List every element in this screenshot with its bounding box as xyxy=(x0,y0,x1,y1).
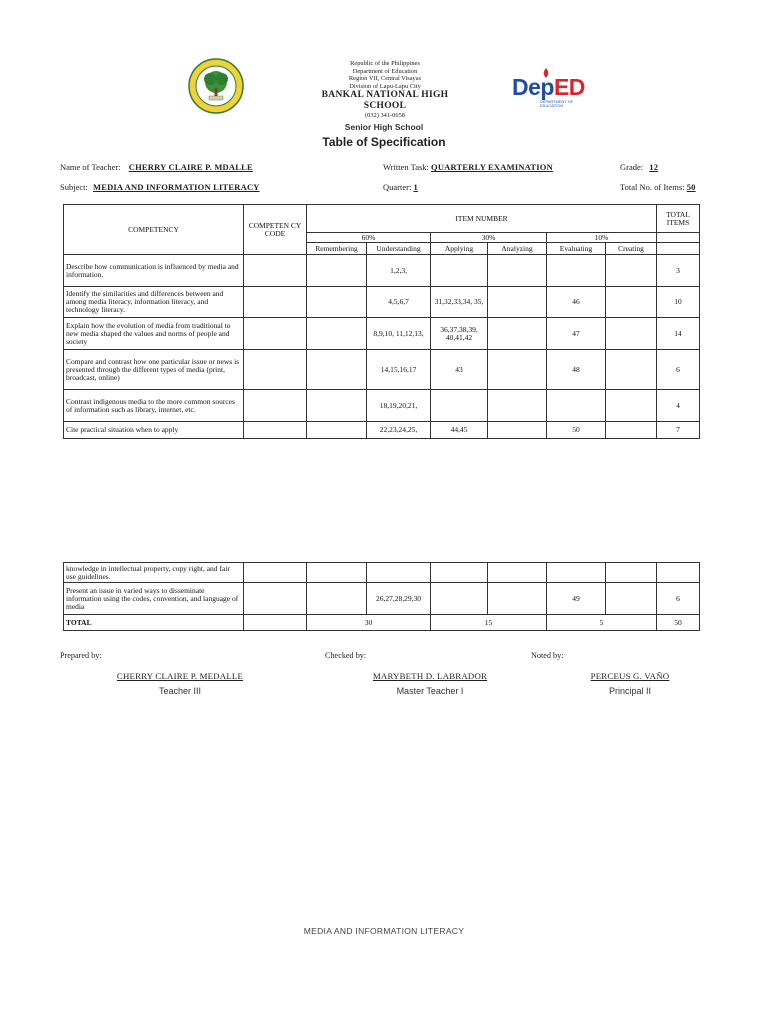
cell-remembering xyxy=(307,422,367,439)
cell-competency: Describe how communication is influenced by media and information. xyxy=(64,255,244,287)
task-line xyxy=(383,162,553,172)
sub-understanding: Understanding xyxy=(367,243,431,255)
checked-title: Master Teacher I xyxy=(396,686,464,696)
sub-applying: Applying xyxy=(431,243,488,255)
sub-analyzing: Analyzing xyxy=(488,243,547,255)
page-title: Table of Specification xyxy=(322,135,446,149)
cell-applying xyxy=(431,583,488,615)
cell-applying xyxy=(431,390,488,422)
cell-remembering xyxy=(307,583,367,615)
letterhead-line: Division of Lapu-Lapu City xyxy=(349,82,421,90)
cell-analyzing xyxy=(488,583,547,615)
cell-creating xyxy=(606,318,657,350)
cell-creating xyxy=(606,287,657,318)
subject-line xyxy=(60,182,260,192)
table-row xyxy=(64,287,700,318)
cell-evaluating xyxy=(547,255,606,287)
cell-total: 10 xyxy=(657,287,700,318)
page-footer: MEDIA AND INFORMATION LITERACY xyxy=(303,926,465,936)
table-row xyxy=(64,350,700,390)
cell-code xyxy=(244,287,307,318)
cell-code xyxy=(244,563,307,583)
prepared-name: CHERRY CLAIRE P. MEDALLE xyxy=(116,671,244,681)
cell-understanding xyxy=(367,563,431,583)
school-phone: (032) 341-0658 xyxy=(365,112,405,120)
header-total: TOTAL ITEMS xyxy=(657,205,700,233)
cell-evaluating xyxy=(547,390,606,422)
task-label: Written Task: xyxy=(383,162,429,172)
grade-line xyxy=(620,162,658,172)
task-value: QUARTERLY EXAMINATION xyxy=(431,162,553,172)
deped-logo-sub: DEPARTMENT OF EDUCATION xyxy=(540,100,574,108)
letterhead-line: Republic of the Philippines xyxy=(350,60,420,67)
table-row xyxy=(64,563,700,583)
items-value: 50 xyxy=(686,182,696,192)
empty-cell xyxy=(657,243,700,255)
grade-value: 12 xyxy=(649,162,659,172)
cell-creating xyxy=(606,563,657,583)
table-total-row xyxy=(64,615,700,631)
quarter-value: 1 xyxy=(413,182,418,192)
cell-competency: Present an issue in varied ways to disseminate information using the codes, convention, and language of media xyxy=(64,583,244,615)
cell-evaluating: 47 xyxy=(547,318,606,350)
cell-understanding: 22,23,24,25, xyxy=(367,422,431,439)
grade-label: Grade: xyxy=(620,162,644,172)
table-row xyxy=(64,255,700,287)
cell-remembering xyxy=(307,350,367,390)
cell-analyzing xyxy=(488,563,547,583)
table-row xyxy=(64,422,700,439)
deped-logo-text: ED xyxy=(553,74,585,100)
cell-creating xyxy=(606,583,657,615)
total-60: 30 xyxy=(307,615,431,631)
school-level: Senior High School xyxy=(344,122,424,132)
sub-evaluating: Evaluating xyxy=(547,243,606,255)
cell-code xyxy=(244,350,307,390)
prepared-title: Teacher III xyxy=(158,686,202,696)
table-row xyxy=(64,390,700,422)
cell-remembering xyxy=(307,287,367,318)
noted-label: Noted by: xyxy=(531,651,564,660)
noted-name: PERCEUS G. VAÑO xyxy=(590,671,670,681)
cell-remembering xyxy=(307,255,367,287)
cell-creating xyxy=(606,422,657,439)
cell-evaluating xyxy=(547,563,606,583)
cell-competency: knowledge in intellectual property, copy right, and fair use guidelines. xyxy=(64,563,244,583)
cell-analyzing xyxy=(488,255,547,287)
prepared-label: Prepared by: xyxy=(60,651,102,660)
teacher-value: CHERRY CLAIRE P. MDALLE xyxy=(128,162,253,172)
items-line xyxy=(620,182,696,192)
cell-creating xyxy=(606,255,657,287)
cell-evaluating: 50 xyxy=(547,422,606,439)
cell-competency: Explain how the evolution of media from traditional to new media shaped the values and norms of people and society xyxy=(64,318,244,350)
sub-creating: Creating xyxy=(606,243,657,255)
cell-total: 3 xyxy=(657,255,700,287)
pct-30: 30% xyxy=(431,233,547,243)
sub-remembering: Remembering xyxy=(307,243,367,255)
total-10: 5 xyxy=(547,615,657,631)
pct-10: 10% xyxy=(547,233,657,243)
cell-total: 4 xyxy=(657,390,700,422)
tos-table xyxy=(63,204,700,439)
cell-code xyxy=(244,390,307,422)
tos-table-continued xyxy=(63,562,700,631)
cell-applying xyxy=(431,255,488,287)
cell-competency: Compare and contrast how one particular issue or news is presented through the different types of media (print, broadcast, online) xyxy=(64,350,244,390)
cell-total: 7 xyxy=(657,422,700,439)
cell-understanding: 1,2,3, xyxy=(367,255,431,287)
deped-logo xyxy=(512,68,586,108)
quarter-label: Quarter: xyxy=(383,182,412,192)
cell-analyzing xyxy=(488,422,547,439)
school-name: BANKAL NATIONAL HIGH SCHOOL xyxy=(321,90,449,112)
cell-understanding: 18,19,20,21, xyxy=(367,390,431,422)
total-30: 15 xyxy=(431,615,547,631)
table-row xyxy=(64,583,700,615)
cell-code xyxy=(244,583,307,615)
cell-remembering xyxy=(307,318,367,350)
letterhead-line: Department of Education xyxy=(352,67,418,75)
cell-applying: 43 xyxy=(431,350,488,390)
header-code: COMPETEN CY CODE xyxy=(244,205,307,255)
cell-competency: Contrast indigenous media to the more common sources of information such as library, internet, etc. xyxy=(64,390,244,422)
cell-evaluating: 49 xyxy=(547,583,606,615)
cell-code xyxy=(244,255,307,287)
cell-applying: 44,45 xyxy=(431,422,488,439)
cell-code xyxy=(244,422,307,439)
cell-remembering xyxy=(307,563,367,583)
cell-applying: 36,37,38,39, 40,41,42 xyxy=(431,318,488,350)
cell-competency: Identify the similarities and differences between and among media literacy, information literacy, and technology literacy. xyxy=(64,287,244,318)
empty-cell xyxy=(657,233,700,243)
cell-total xyxy=(657,563,700,583)
cell-evaluating: 48 xyxy=(547,350,606,390)
empty-cell xyxy=(244,615,307,631)
quarter-line xyxy=(383,182,418,192)
cell-understanding: 8,9,10, 11,12,13, xyxy=(367,318,431,350)
cell-understanding: 26,27,28,29,30 xyxy=(367,583,431,615)
noted-title: Principal II xyxy=(608,686,652,696)
subject-value: MEDIA AND INFORMATION LITERACY xyxy=(92,182,260,192)
cell-total: 6 xyxy=(657,350,700,390)
cell-creating xyxy=(606,350,657,390)
teacher-label: Name of Teacher: xyxy=(60,162,121,172)
cell-analyzing xyxy=(488,318,547,350)
cell-evaluating: 46 xyxy=(547,287,606,318)
cell-analyzing xyxy=(488,390,547,422)
cell-analyzing xyxy=(488,350,547,390)
total-items: 50 xyxy=(657,615,700,631)
subject-label: Subject: xyxy=(60,182,88,192)
cell-applying xyxy=(431,563,488,583)
cell-total: 6 xyxy=(657,583,700,615)
cell-total: 14 xyxy=(657,318,700,350)
header-competency: COMPETENCY xyxy=(64,205,244,255)
checked-label: Checked by: xyxy=(325,651,367,660)
items-label: Total No. of Items: xyxy=(620,182,685,192)
letterhead xyxy=(300,60,470,120)
header-item-number: ITEM NUMBER xyxy=(307,205,657,233)
table-header-row xyxy=(64,205,700,233)
cell-competency: Cite practical situation when to apply xyxy=(64,422,244,439)
school-seal-logo xyxy=(188,58,244,114)
cell-remembering xyxy=(307,390,367,422)
cell-creating xyxy=(606,390,657,422)
total-label: TOTAL xyxy=(64,615,244,631)
pct-60: 60% xyxy=(307,233,431,243)
cell-understanding: 14,15,16,17 xyxy=(367,350,431,390)
letterhead-line: Region VII, Central Visayas xyxy=(348,75,422,83)
cell-code xyxy=(244,318,307,350)
deped-logo-text: Dep xyxy=(512,74,554,100)
teacher-line xyxy=(60,162,253,172)
cell-understanding: 4,5,6,7 xyxy=(367,287,431,318)
cell-analyzing xyxy=(488,287,547,318)
table-row xyxy=(64,318,700,350)
checked-name: MARYBETH D. LABRADOR xyxy=(372,671,488,681)
cell-applying: 31,32,33,34, 35, xyxy=(431,287,488,318)
